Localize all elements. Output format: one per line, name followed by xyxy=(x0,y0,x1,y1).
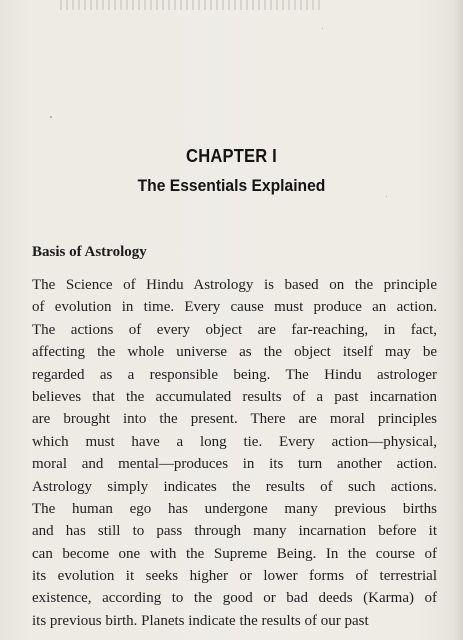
paper-speck xyxy=(322,28,323,29)
body-paragraph xyxy=(32,274,437,632)
bleed-through-text xyxy=(60,0,320,10)
section-heading: Basis of Astrology xyxy=(32,244,147,260)
text-line: The Science of Hindu Astrology is based on the principle xyxy=(32,277,437,293)
chapter-number: CHAPTER I xyxy=(186,146,277,166)
text-line: are brought into the present. There are moral principles xyxy=(32,411,437,428)
chapter-title: The Essentials Explained xyxy=(137,176,326,195)
text-line: The human ego has undergone many previous births xyxy=(32,500,437,517)
text-line: and has still to pass through many incarnation before it xyxy=(32,523,437,540)
text-line: The actions of every object are far-reaching, in fact, xyxy=(32,321,437,338)
text-line: Astrology simply indicates the results of such actions. xyxy=(32,478,437,495)
page-edge-shadow xyxy=(453,0,463,640)
text-line: affecting the whole universe as the object itself may be xyxy=(32,344,437,361)
text-line: which must have a long tie. Every action—physical, xyxy=(32,433,437,450)
text-line: its evolution it seeks higher or lower forms of terrestrial xyxy=(32,568,437,585)
text-line: its previous birth. Planets indicate the results of our past xyxy=(32,612,369,629)
text-line: believes that the accumulated results of a past incarnation xyxy=(32,388,437,405)
text-line: existence, according to the good or bad deeds (Karma) of xyxy=(32,590,437,607)
text-line: can become one with the Supreme Being. In the course of xyxy=(32,545,437,562)
paper-speck xyxy=(50,116,52,118)
paper-speck xyxy=(386,196,387,197)
text-line: of evolution in time. Every cause must produce an action. xyxy=(32,299,437,316)
text-line: regarded as a responsible being. The Hindu astrologer xyxy=(32,366,437,383)
text-line: moral and mental—produces in its turn another action. xyxy=(32,456,437,473)
